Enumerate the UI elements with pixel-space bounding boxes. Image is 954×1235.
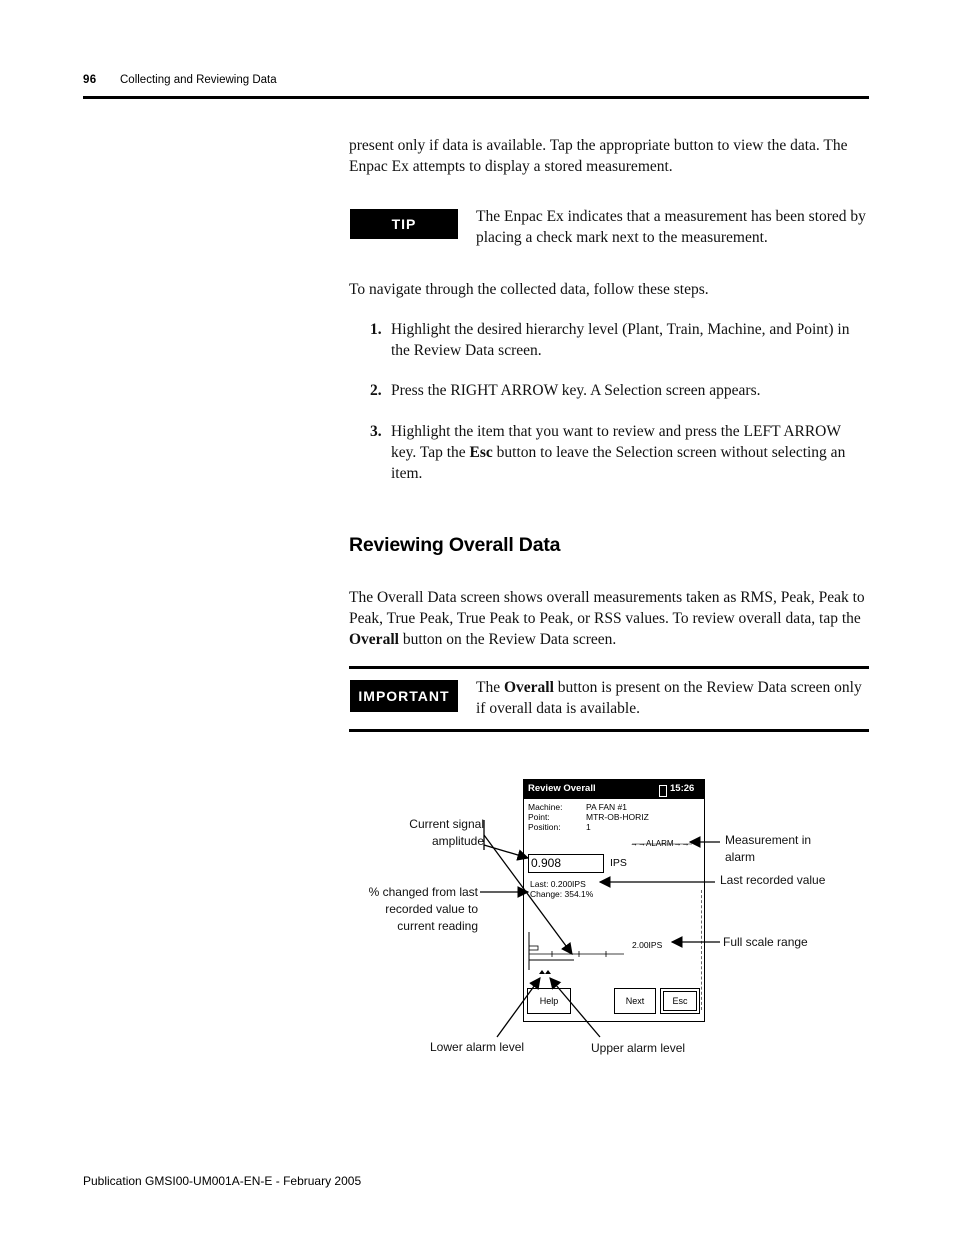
navigation-intro: To navigate through the collected data, follow these steps.: [349, 281, 709, 298]
esc-keyword: Esc: [469, 444, 493, 461]
value-unit: IPS: [610, 857, 627, 869]
full-scale-label: 2.00IPS: [632, 940, 663, 950]
alarm-text: ALARM: [646, 839, 674, 848]
intro-paragraph: present only if data is available. Tap the appropriate button to view the data. The Enpac Ex attempts to display a stored measurement.: [349, 137, 848, 175]
chapter-title: Collecting and Reviewing Data: [120, 74, 277, 86]
step-text-part: button to leave the Selection screen without selecting an item.: [391, 444, 846, 482]
step-text: Highlight the desired hierarchy level (Plant, Train, Machine, and Point) in the Review Data screen.: [391, 321, 850, 359]
callout-percent-changed: % changed from last recorded value to current reading: [368, 885, 478, 933]
arrow-lower-alarm: [497, 978, 540, 1037]
next-button[interactable]: Next: [614, 988, 656, 1014]
arrow-signal-bar: [484, 835, 572, 954]
current-value-box: 0.908: [528, 854, 604, 873]
important-label: IMPORTANT: [350, 680, 458, 712]
field-value-machine: PA FAN #1: [586, 802, 627, 812]
field-value-point: MTR-OB-HORIZ: [586, 812, 649, 822]
change-value: Change: 354.1%: [530, 889, 594, 899]
step-number: 2.: [370, 382, 382, 399]
field-value-position: 1: [586, 822, 591, 832]
paragraph-part: The Overall Data screen shows overall measurements taken as RMS, Peak, Peak to Peak, True Peak, True Peak to Peak, or RSS values. To review overall data, tap the: [349, 589, 865, 627]
help-button[interactable]: Help: [527, 988, 571, 1014]
callout-measurement-alarm: Measurement in alarm: [725, 833, 812, 864]
callout-lower-alarm: Lower alarm level: [430, 1040, 525, 1054]
device-clock: 15:26: [670, 783, 695, 794]
tip-label: TIP: [350, 209, 458, 239]
callout-last-recorded: Last recorded value: [720, 873, 826, 887]
step-number: 1.: [370, 321, 382, 338]
device-title: Review Overall: [528, 783, 596, 794]
callout-current-signal: Current signal amplitude: [409, 817, 484, 848]
overall-keyword: Overall: [349, 631, 399, 648]
section-title: Reviewing Overall Data: [349, 534, 561, 556]
field-label-machine: Machine:: [528, 802, 563, 812]
page-number: 96: [83, 74, 97, 86]
step-text-part: Highlight the item that you want to review and press the LEFT ARROW key. Tap the: [391, 423, 841, 461]
important-text-part: The: [476, 679, 504, 696]
tip-text: The Enpac Ex indicates that a measurement has been stored by placing a check mark next to the measurement.: [476, 208, 866, 246]
important-text-part: button is present on the Review Data screen only if overall data is available.: [476, 679, 862, 717]
step-number: 3.: [370, 423, 382, 440]
publication-footer: Publication GMSI00-UM001A-EN-E - February 2005: [83, 1174, 362, 1188]
step-text: Press the RIGHT ARROW key. A Selection screen appears.: [391, 382, 761, 399]
esc-button[interactable]: Esc: [660, 988, 700, 1014]
last-value: Last: 0.200IPS: [530, 879, 586, 889]
overall-keyword: Overall: [503, 679, 554, 696]
paragraph-part: button on the Review Data screen.: [398, 631, 617, 648]
arrow-current-signal: [484, 845, 528, 858]
callout-upper-alarm: Upper alarm level: [591, 1041, 686, 1055]
arrow-upper-alarm: [550, 978, 600, 1037]
field-label-point: Point:: [528, 812, 550, 822]
field-label-position: Position:: [528, 822, 561, 832]
callout-full-scale: Full scale range: [723, 935, 808, 949]
alarm-indicator: →→ALARM→→: [630, 839, 690, 848]
